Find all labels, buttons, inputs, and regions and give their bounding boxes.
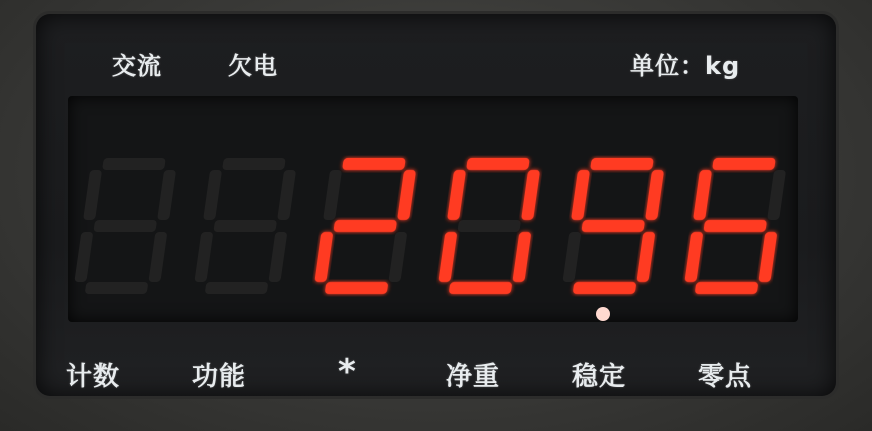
segment-e xyxy=(684,232,703,282)
star-indicator-label: * xyxy=(338,352,357,392)
segment-f xyxy=(203,170,222,220)
segment-f xyxy=(571,170,590,220)
segment-g xyxy=(93,220,157,232)
ac-indicator-label: 交流 xyxy=(112,52,162,80)
digit-5 xyxy=(561,158,666,294)
segment-e xyxy=(194,232,213,282)
segment-a xyxy=(222,158,286,170)
segment-b xyxy=(277,170,296,220)
stable-indicator-label: 稳定 xyxy=(572,362,627,392)
segment-b xyxy=(397,170,416,220)
segment-a xyxy=(342,158,406,170)
segment-g xyxy=(581,220,645,232)
digit-2 xyxy=(193,158,298,294)
segment-c xyxy=(512,232,531,282)
segment-b xyxy=(157,170,176,220)
digit-4 xyxy=(437,158,542,294)
digit-1 xyxy=(73,158,178,294)
segment-d xyxy=(573,282,637,294)
segment-a xyxy=(102,158,166,170)
segment-a xyxy=(712,158,776,170)
segment-g xyxy=(333,220,397,232)
segment-c xyxy=(268,232,287,282)
unit-label: 单位：kg xyxy=(630,52,741,80)
zero-indicator-label: 零点 xyxy=(698,362,753,392)
segment-d xyxy=(695,282,759,294)
segment-b xyxy=(767,170,786,220)
segment-a xyxy=(590,158,654,170)
segment-b xyxy=(645,170,664,220)
segment-c xyxy=(636,232,655,282)
segment-c xyxy=(148,232,167,282)
undervoltage-indicator-label: 欠电 xyxy=(228,52,278,80)
segment-f xyxy=(323,170,342,220)
segment-g xyxy=(703,220,767,232)
segment-e xyxy=(438,232,457,282)
segment-e xyxy=(314,232,333,282)
segment-g xyxy=(457,220,521,232)
segment-g xyxy=(213,220,277,232)
segment-d xyxy=(205,282,269,294)
segment-f xyxy=(447,170,466,220)
segment-c xyxy=(388,232,407,282)
segment-a xyxy=(466,158,530,170)
stable-led-dot xyxy=(596,307,610,321)
digit-6 xyxy=(683,158,788,294)
segment-d xyxy=(325,282,389,294)
segment-f xyxy=(693,170,712,220)
segment-b xyxy=(521,170,540,220)
segment-c xyxy=(758,232,777,282)
segment-e xyxy=(74,232,93,282)
digit-3 xyxy=(313,158,418,294)
function-indicator-label: 功能 xyxy=(192,362,247,392)
segment-f xyxy=(83,170,102,220)
segment-e xyxy=(562,232,581,282)
segment-d xyxy=(449,282,513,294)
net-weight-indicator-label: 净重 xyxy=(446,362,501,392)
segment-d xyxy=(85,282,149,294)
count-indicator-label: 计数 xyxy=(66,362,121,392)
